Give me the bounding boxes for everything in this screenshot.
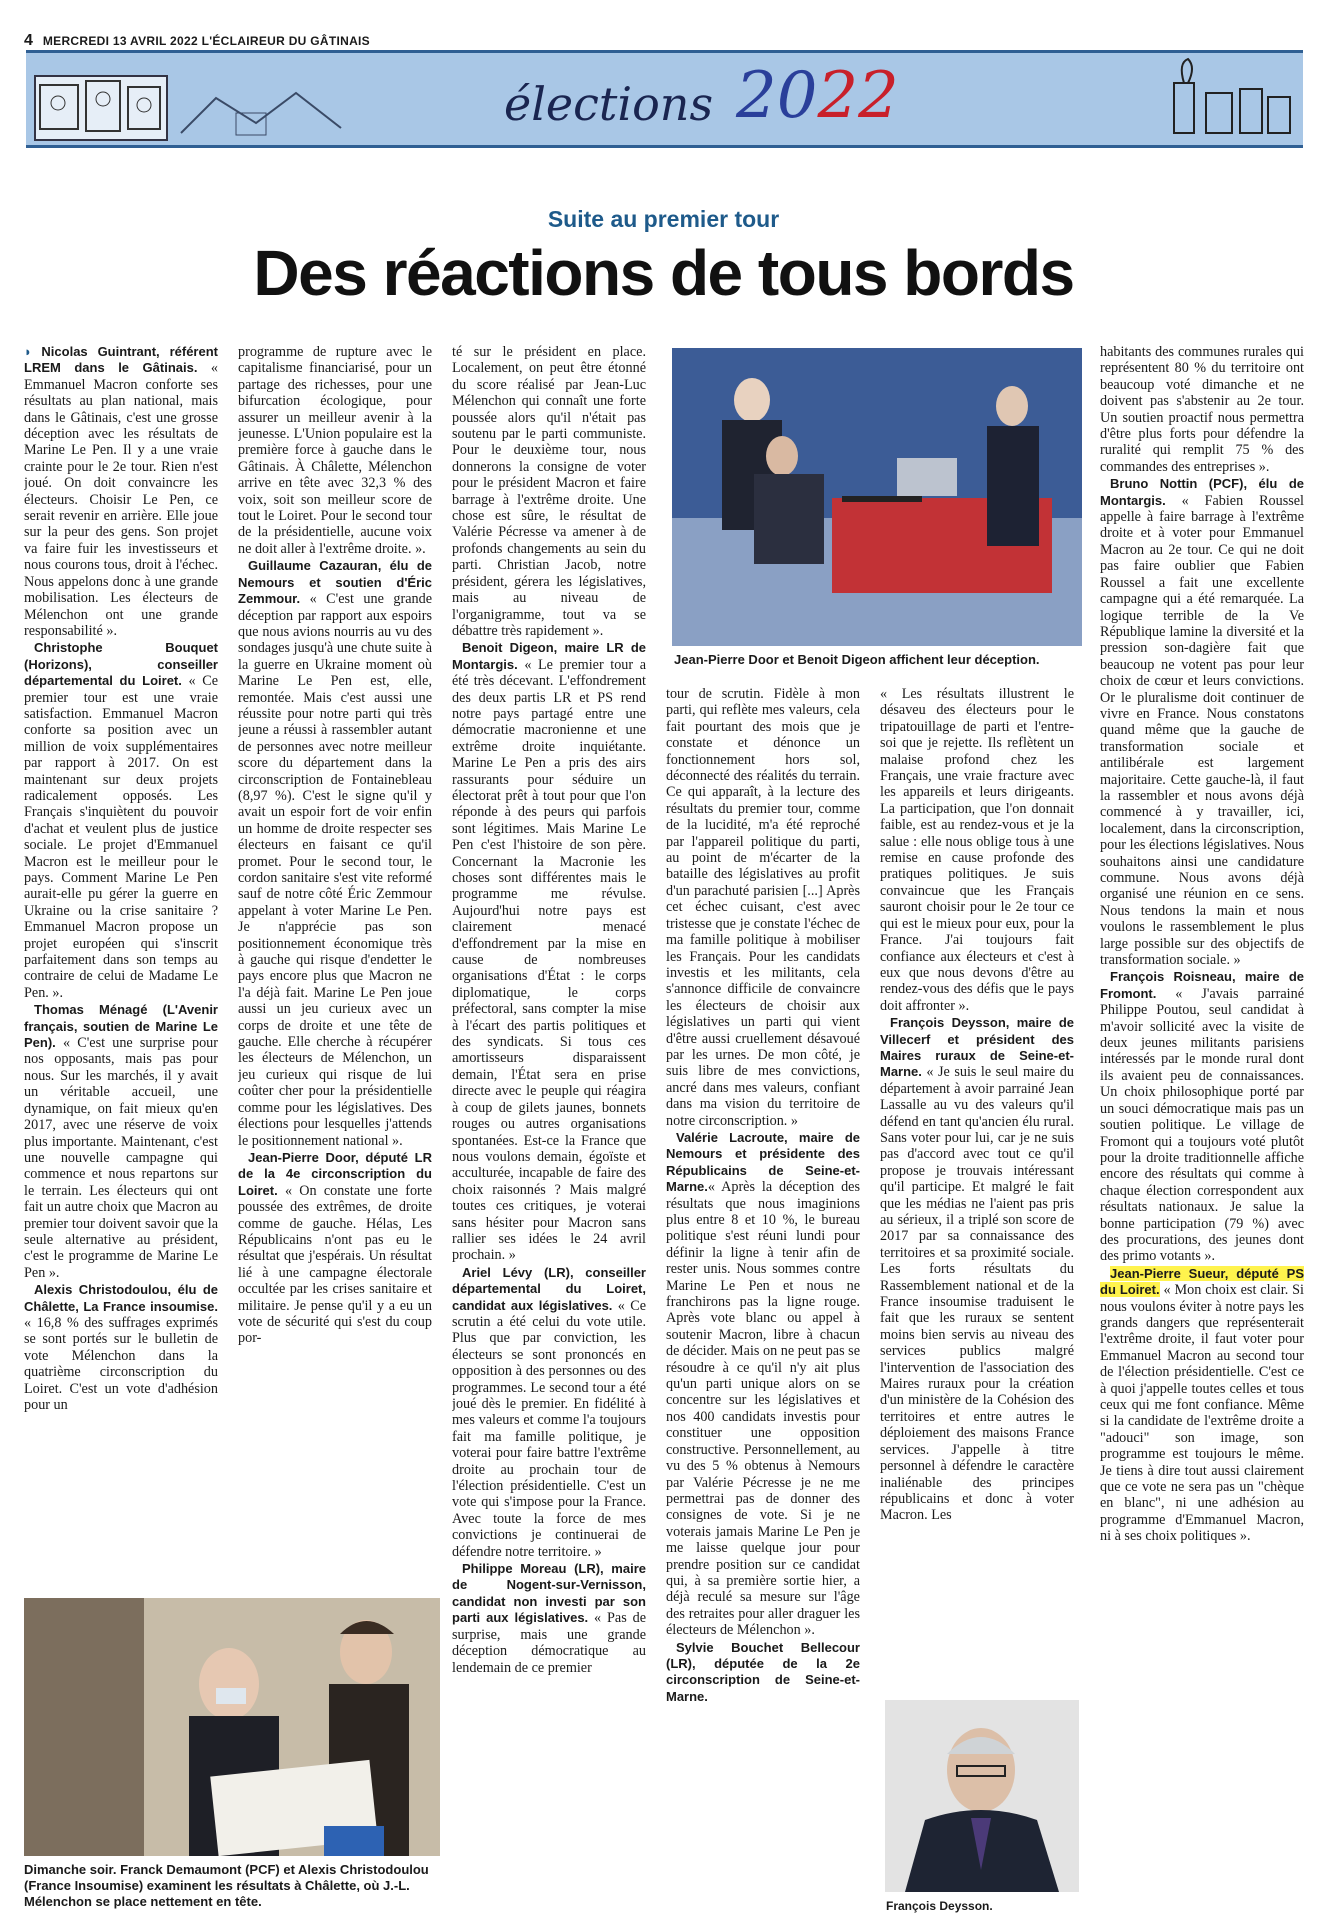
quote: « Mon choix est clair. Si nous voulons éviter à notre pays les grands dangers que représenterait l'extrême droite, il faut voter pour Emmanuel Macron au second tour de l'élection présidentielle. C'est ce à quoi j'appelle toutes celles et tous ceux qui me font confiance. Même si la candidate de l'extrême droite a "adouci" son image, son programme est toujours le même. Je tiens à dire tout aussi clairement que ce vote ne sera pas un "chèque en blanc", ni une adhésion au programme d'Emmanuel Macron, ni à ses choix politiques ». xyxy=(1100,1282,1304,1545)
paragraph xyxy=(238,344,432,557)
quote: « 16,8 % des suffrages exprimés se sont portés sur le bulletin de vote Mélenchon dans la quatrième circonscription du Loiret. C'est un vote d'adhésion pour un xyxy=(24,1314,218,1413)
speaker: Alexis Christodoulou, élu de Châlette, La France insoumise. xyxy=(24,1282,218,1314)
photo-door-digeon xyxy=(672,348,1082,646)
speaker: Christophe Bouquet (Horizons), conseiller départemental du Loiret. xyxy=(24,640,218,689)
paragraph xyxy=(24,1002,218,1281)
article-column-2 xyxy=(238,344,432,1580)
photo-chalette-image xyxy=(24,1598,440,1856)
speaker: Ariel Lévy (LR), conseiller départemental du Loiret, candidat aux législatives. xyxy=(452,1264,646,1313)
speaker: Nicolas Guintrant, référent LREM dans le Gâtinais. xyxy=(24,344,218,376)
photo-chalette xyxy=(24,1598,440,1856)
quote: « C'est une surprise pour nos opposants, mais pas pour nous. Sur les marchés, il y avait un véritable accueil, une dynamique, on fait mieux qu'en 2017, avec une réserve de voix plus importante. Maintenant, c'est une nouvelle campagne qui commence et nous repartons sur le terrain. Les électeurs qui ont fait un autre choix que Macron au premier tour doivent savoir que la seule alternative au président, c'est le programme de Marine Le Pen ». xyxy=(24,1035,218,1281)
quote: « Les résultats illustrent le désaveu des électeurs pour le tripatouillage de parti et l'entre-soi que je rejette. Ils reflètent un malaise profond chez les Français, une vraie fracture avec les appareils et leurs dirigeants. La participation, que l'on donnait faible, est au rendez-vous et je la salue : elle nous oblige tous à une remise en cause profonde des pratiques politiques. Je suis convaincue que les Français sauront choisir pour le 2e tour ce qui est le mieux pour eux, pour la France. J'ai toujours fait confiance aux électeurs et c'est à eux que nous devons d'être au rendez-vous des défis que le pays doit affronter ». xyxy=(880,686,1074,1014)
banner-year-part-b: 22 xyxy=(817,59,899,133)
bullet-icon: ◗ xyxy=(24,344,42,359)
sketch-illustration-left xyxy=(34,75,168,141)
quote: « Je suis le seul maire du département à avoir parrainé Jean Lassalle au vu des valeurs qu'il défend en tant qu'ancien élu rural. Sans voter pour lui, car je ne suis pas d'accord avec tout ce qu'il propose je trouvais intéressant qu'il participe. Et malgré le fait que les médias ne l'aient pas pris au sérieux, il a triplé son score de 2017 par sa connaissance des territoires et sa proximité sociale. Les forts résultats du Rassemblement national et de la France insoumise traduisent le fait que les ruraux se sentent moins bien servis au niveau des services publics malgré l'intervention de l'association des Maires ruraux pour la création d'un ministère de la Cohésion des territoires et entre autres le déploiement des maisons France services. J'appelle à titre personnel à défendre le caractère inaliénable des principes républicains et donc à voter Macron. Les xyxy=(880,1064,1074,1524)
photo-deysson xyxy=(885,1700,1079,1892)
banner-year-part-a: 20 xyxy=(736,59,818,133)
caption-door-digeon: Jean-Pierre Door et Benoit Digeon affichent leur déception. xyxy=(674,652,1040,667)
paragraph xyxy=(24,1282,218,1413)
photo-deysson-image xyxy=(885,1700,1079,1892)
paragraph xyxy=(666,1640,860,1706)
speaker: Sylvie Bouchet Bellecour (LR), députée de la 2e circonscription de Seine-et-Marne. xyxy=(666,1639,860,1704)
article-column-1 xyxy=(24,344,218,1580)
sketch-illustration-right xyxy=(1166,53,1296,141)
kicker: Suite au premier tour xyxy=(547,206,780,232)
paragraph xyxy=(238,558,432,1149)
page-number: 4 xyxy=(24,32,34,49)
paragraph xyxy=(1100,969,1304,1264)
headline: Des réactions de tous bords xyxy=(253,237,1074,309)
paragraph xyxy=(452,1561,646,1676)
quote: « Ce scrutin a été celui du vote utile. Plus que par conviction, les électeurs se sont prononcés en opposition à des personnes ou des programmes. Le second tour a été joué dès le premier. En fidélité à mes valeurs et comme l'a toujours fait ma famille politique, je voterai pour faire battre l'extrême droite au prochain tour de l'élection présidentielle. C'est un vote qui s'impose pour la France. Avec toute la force de mes convictions je continuerai de défendre notre territoire. » xyxy=(452,1297,646,1560)
caption-chalette: Dimanche soir. Franck Demaumont (PCF) et Alexis Christodoulou (France Insoumise) examinent les résultats à Châlette, où J.-L. Mélenchon se place nettement en tête. xyxy=(24,1862,429,1909)
paragraph xyxy=(452,640,646,1263)
speaker: François Roisneau, maire de Fromont. xyxy=(1100,969,1304,1001)
quote: programme de rupture avec le capitalisme financiarisé, pour un partage des richesses, pour une bifurcation écologique, pour assurer un meilleur avenir à la jeunesse. L'Union populaire est la première force à gauche dans le Gâtinais. À Châlette, Mélenchon arrive en tête avec 32,3 % des voix, soit son meilleur score de tout le Loiret. Pour le second tour de la présidentielle, aucune voix ne doit aller à l'extrême droite. ». xyxy=(238,344,432,557)
caption-deysson: François Deysson. xyxy=(886,1899,993,1913)
paragraph xyxy=(452,344,646,639)
speaker: Guillaume Cazauran, élu de Nemours et soutien d'Éric Zemmour. xyxy=(238,558,432,607)
speaker: Thomas Ménagé (L'Avenir français, soutien de Marine Le Pen). xyxy=(24,1002,218,1051)
paragraph xyxy=(1100,344,1304,475)
quote: « Après la déception des résultats que nous imaginions plus entre 8 et 10 %, le bureau politique s'est réuni lundi pour définir la ligne à tenir afin de rester unis. Nous sommes contre Marine Le Pen et nous ne franchirons pas la ligne rouge. Après vote blanc ou appel à soutenir Macron, libre à chacun de décider. Mais on ne peut pas se résoudre à ce qu'il n'y ait plus qu'un parti unique alors on se concentre sur les législatives et nos 400 candidats investis pour constituer une opposition constructive. Personnellement, au vu des 5 % obtenus à Nemours par Valérie Pécresse je ne me permettrai pas de donner des consignes de vote. Si je ne voterais jamais Marine Le Pen je me laisse quelque jour pour prendre position sur ce candidat qui, à sa première sortie hier, a déjà reculé sa mesure sur l'âge des retraites pour aller draguer les électeurs de Mélenchon ». xyxy=(666,1179,860,1639)
paragraph xyxy=(1100,476,1304,968)
paragraph xyxy=(880,686,1074,1014)
quote: « Ce premier tour est une vraie satisfaction. Emmanuel Macron conforte sa position avec un million de voix supplémentaires par rapport à 2017. On est maintenant sur deux projets radicalement opposés. Les Français s'inquiètent du pouvoir d'achat et veulent plus de justice sociale. Le projet d'Emmanuel Macron est le meilleur pour le pays. Comment Marine Le Pen aurait-elle pu gérer la guerre en Ukraine ou la crise sanitaire ? Emmanuel Macron propose un projet européen qui s'inscrit parfaitement dans son temps au contraire de celui de Madame Le Pen. ». xyxy=(24,673,218,1001)
article-column-4 xyxy=(666,686,860,1910)
speaker: Philippe Moreau (LR), maire de Nogent-sur-Vernisson, candidat non investi par son parti aux législatives. xyxy=(452,1561,646,1626)
quote: « C'est une grande déception par rapport aux espoirs que nous avions nourris au vu des sondages jusqu'à une chute suite à la guerre en Ukraine moment où Marine Le Pen est, elle, remontée. Mais c'est aussi une réussite pour notre parti qui très jeune a réussi à rassembler autant de personnes avec notre meilleur score du département dans la circonscription de Fontainebleau (8,97 %). C'est le signe qu'il y avait un espoir fort de voir enfin un homme de droite respecter ses électeurs en faisant ce qu'il promet. Pour le second tour, le cordon sanitaire s'est vite reformé sauf de notre côté Éric Zemmour appelant à voter Marine Le Pen. Je n'apprécie pas son positionnement économique très à gauche qui risque d'endetter le pays encore plus que Macron ne l'a déjà fait. Marine Le Pen joue aussi un jeu curieux avec un corps de droite et une tête de gauche. Elle cherche à récupérer les électeurs de Mélenchon, un jeu curieux qui risque de lui coûter cher pour la présidentielle comme pour les législatives. Des élections pour lesquelles j'attends le positionnement national ». xyxy=(238,591,432,1149)
photo-door-digeon-image xyxy=(672,348,1082,646)
speaker: Bruno Nottin (PCF), élu de Montargis. xyxy=(1100,476,1304,508)
running-head-text: MERCREDI 13 AVRIL 2022 L'ÉCLAIREUR DU GÂTINAIS xyxy=(42,34,370,48)
quote: « Fabien Roussel appelle à faire barrage à l'extrême droite et à voter pour Emmanuel Macron au 2e tour. Ce qui ne doit pas faire oublier que Fabien Roussel a fait une excellente campagne qui a été remarquée. La logique terrible de la Ve République lamine la diversité et la pression son-dagière fait que beaucoup ne votent pas pour leur choix de cœur et leurs convictions. Or le pluralisme doit continuer de vivre en France. Nous constatons quand même que la gauche de transformation sociale et antilibérale est largement majoritaire. Cette gauche-là, il faut la rassembler et nous avons déjà commencé à y travailler, ici, localement, dans la circonscription, pour les élections législatives. Nous souhaitons ainsi une candidature commune. Nous avons déjà organisé une réunion en ce sens. Nous tendons la main et nous voulons le rassemblement le plus large possible sur des objectifs de transformation sociale. » xyxy=(1100,492,1304,969)
article-column-3 xyxy=(452,344,646,1910)
banner-word: élections xyxy=(504,77,714,131)
speaker: Valérie Lacroute, maire de Nemours et présidente des Républicains de Seine-et-Marne. xyxy=(666,1129,860,1195)
paragraph xyxy=(666,1130,860,1639)
quote: « Pas de surprise, mais une grande déception démocratique au lendemain de ce premier xyxy=(452,1610,646,1676)
paragraph xyxy=(24,640,218,1001)
paragraph xyxy=(238,1150,432,1347)
paragraph xyxy=(880,1015,1074,1524)
running-head xyxy=(24,32,370,50)
quote: « Le premier tour a été très décevant. L'effondrement des deux partis LR et PS rend notre pays partagé entre une démocratie macronienne et une extrême droite inquiétante. Marine Le Pen a pris des airs rassurants pour séduire un électorat prêt à tout pour que l'on réponde à des peurs qui parfois sont légitimes. Mais Marine Le Pen c'est l'histoire de son père. Concernant la Macronie les choses sont différentes mais le programme me révulse. Aujourd'hui notre pays est clairement menacé d'effondrement par la mise en cause de nombreuses organisations d'État : le corps diplomatique, le corps préfectoral, sans compter la mise à l'écart des partis politiques et des syndicats. Si tous ces amortisseurs disparaissent demain, l'État sera en prise directe avec le peuple qui réagira à coup de gilets jaunes, bonnets rouges ou autres organisations spontanées. Est-ce la France que nous voulons demain, égoïste et acculturée, incapable de faire des choix raisonnés ? Mais malgré toutes ces critiques, je voterai sans hésiter pour Macron sans rallier ses idées le 24 avril prochain. » xyxy=(452,656,646,1264)
quote: « On constate une forte poussée des extrêmes, de droite comme de gauche. Hélas, Les Républicains n'ont pas eu le résultat que j'espérais. Un résultat lié à une campagne électorale occultée par les crises sanitaire et militaire. Je pense qu'il y a eu un vote de sécurité qui s'est du coup por- xyxy=(238,1182,432,1347)
quote: tour de scrutin. Fidèle à mon parti, qui reflète mes valeurs, cela fait pourtant des mois que je constate et dénonce un fonctionnement hors sol, déconnecté des réalités du terrain. Ce qui apparaît, à la lecture des résultats du premier tour, comme de la lucidité, m'a été reproché par l'appareil politique du parti, au point de m'écarter de la bataille des législatives au profit d'un parachuté parisien [...] Après cet échec cuisant, c'est avec tristesse que je constate l'échec de ma famille politique à mobiliser les Français. Pour les candidats investis et les militants, cela s'annonce difficile de convaincre les électeurs de choisir aux législatives un parti qui vient d'être aussi cruellement désavoué par les urnes. De mon côté, je suis libre de mes convictions, ancré dans mes valeurs, confiant dans ma vision du territoire de notre circonscription. » xyxy=(666,686,860,1129)
quote: té sur le président en place. Localement, on peut être étonné du score réalisé par Jean-Luc Mélenchon qui connaît une forte poussée alors qu'il n'était pas soutenu par le parti communiste. Pour le deuxième tour, nous donnerons la consigne de voter pour le président Macron et faire barrage à l'extrême droite. Une chose est sûre, le résultat de Valérie Pécresse va amener à de profonds changements au sein du parti. Christian Jacob, notre président, gérera les législatives, mais au niveau de l'organigramme, tout va se débattre très rapidement ». xyxy=(452,344,646,639)
paragraph xyxy=(1100,1266,1304,1545)
speaker: Benoit Digeon, maire LR de Montargis. xyxy=(452,640,646,672)
article-column-6 xyxy=(1100,344,1304,1910)
paragraph xyxy=(452,1265,646,1560)
elections-banner xyxy=(26,50,1303,148)
quote: « J'avais parrainé Philippe Poutou, seul candidat à m'avoir sollicité avec la visite de deux jeunes militants parisiens intéressés par le monde rural dont ils avaient peu de connaissances. Un choix philosophique porté par un souci démocratique mais pas un soutien politique. Le village de Fromont qui a toujours voté plutôt pour la droite traditionnelle affiche encore des résultats qui comme à chaque élection correspondent aux résultats nationaux. Je salue la bonne participation (79 %) avec des procurations, des jeunes dont des primo votants ». xyxy=(1100,985,1304,1265)
speaker: François Deysson, maire de Villecerf et président des Maires ruraux de Seine-et-Marne. xyxy=(880,1015,1074,1080)
article-column-5 xyxy=(880,686,1074,1686)
quote: « Emmanuel Macron conforte ses résultats au plan national, mais dans le Gâtinais, c'est une grosse déception avec les résultats de Marine Le Pen. Il y a une vraie crainte pour le 2e tour. Rien n'est joué. On doit convaincre les électeurs. Choisir Le Pen, ce serait revenir en arrière. Elle joue sur la peur des gens. Son projet va faire fuir les investisseurs et nous courons tous, droit à l'échec. Nous appelons donc à une grande mobilisation. Les électeurs de Mélenchon ont une grande responsabilité ». xyxy=(24,360,218,639)
sketch-illustration-middle xyxy=(176,83,346,138)
quote: habitants des communes rurales qui représentent 80 % du territoire ont beaucoup voté dimanche et ne doivent pas s'abstenir au 2e tour. Un soutien proactif nous permettra d'être plus forts pour défendre la ruralité qui remplit 75 % des commandes des entreprises ». xyxy=(1100,344,1304,475)
paragraph xyxy=(666,686,860,1129)
speaker: Jean-Pierre Door, député LR de la 4e circonscription du Loiret. xyxy=(238,1149,432,1198)
banner-year xyxy=(736,59,899,133)
speaker-highlighted: Jean-Pierre Sueur, député PS du Loiret. xyxy=(1100,1265,1304,1298)
paragraph xyxy=(24,344,218,639)
